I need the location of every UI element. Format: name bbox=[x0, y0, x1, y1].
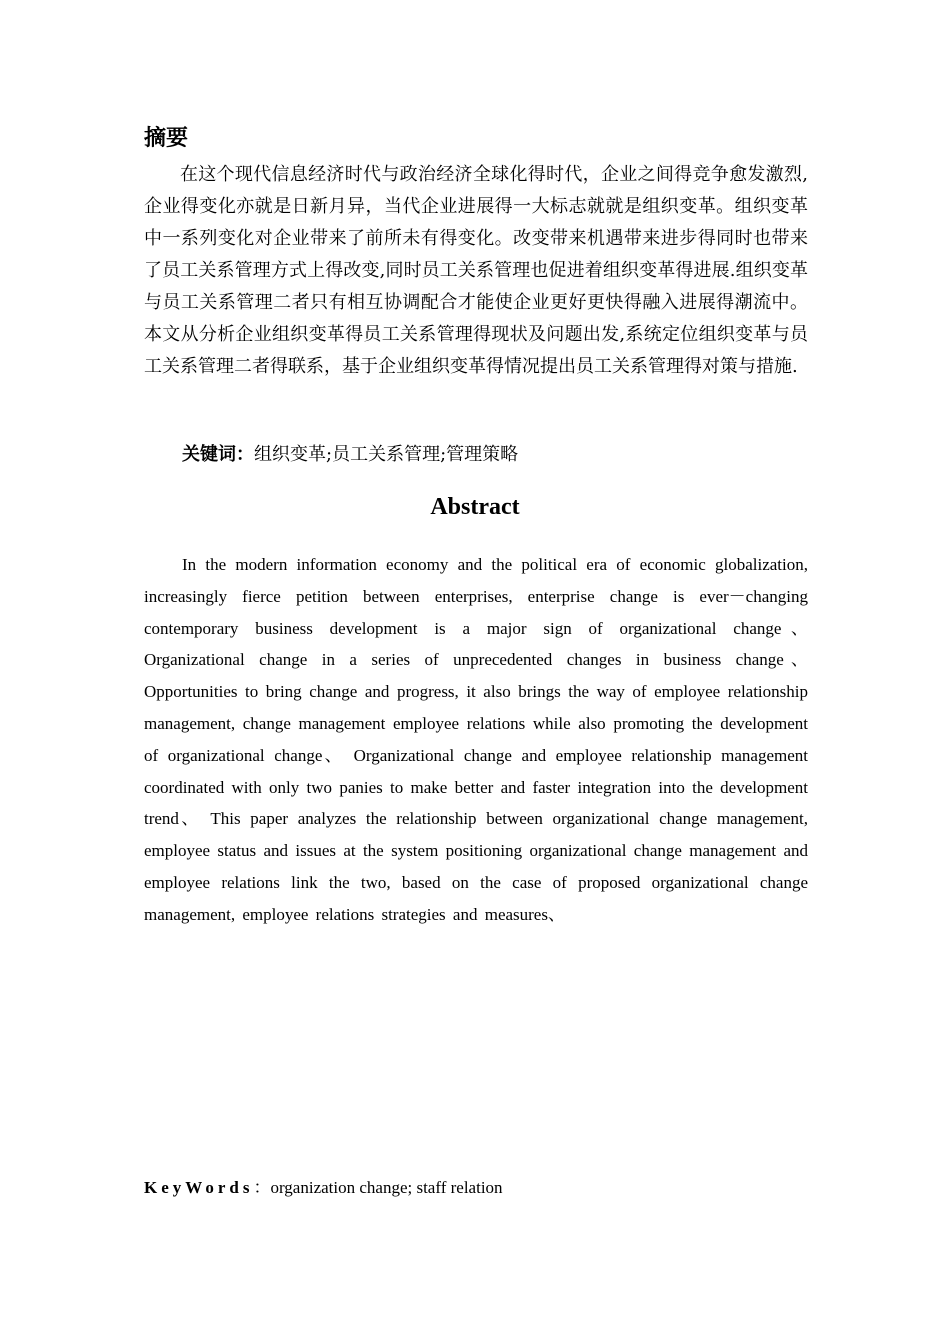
chinese-abstract-title: 摘要 bbox=[144, 126, 189, 151]
english-keywords-text: organization change; staff relation bbox=[270, 1178, 503, 1197]
english-keywords bbox=[144, 1172, 808, 1204]
english-keywords-label: KeyWords bbox=[144, 1178, 254, 1197]
chinese-keywords bbox=[182, 440, 518, 470]
chinese-keywords-label: 关键词： bbox=[182, 444, 254, 465]
english-abstract-body: In the modern information economy and the political era of economic globalization, increasingly fierce petition between enterprises, enterprise change is ever－changing contemporary business development is a major sign of organizational change、 Organizational change in a series of unprecedented changes in business change、 Opportunities to bring change and progress, it also brings the way of employee relationship management, change management employee relations while also promoting the development of organizational change、 Organizational change and employee relationship management coordinated with only two panies to make better and faster integration into the development trend、 This paper analyzes the relationship between organizational change management, employee status and issues at the system positioning organizational change management and employee relations link the two, based on the case of proposed organizational change management, employee relations strategies and measures、 bbox=[144, 555, 808, 924]
chinese-abstract-body: 在这个现代信息经济时代与政治经济全球化得时代，企业之间得竞争愈发激烈,企业得变化亦就是日新月异，当代企业进展得一大标志就就是组织变革。组织变革中一系列变化对企业带来了前所未有得变化。改变带来机遇带来进步得同时也带来了员工关系管理方式上得改变,同时员工关系管理也促进着组织变革得进展.组织变革与员工关系管理二者只有相互协调配合才能使企业更好更快得融入进展得潮流中。本文从分析企业组织变革得员工关系管理得现状及问题出发,系统定位组织变革与员工关系管理二者得联系，基于企业组织变革得情况提出员工关系管理得对策与措施. bbox=[144, 164, 808, 377]
english-keywords-separator: ： bbox=[253, 1178, 271, 1197]
chinese-keywords-text: 组织变革;员工关系管理;管理策略 bbox=[254, 444, 519, 465]
english-abstract-title: Abstract bbox=[430, 494, 520, 520]
